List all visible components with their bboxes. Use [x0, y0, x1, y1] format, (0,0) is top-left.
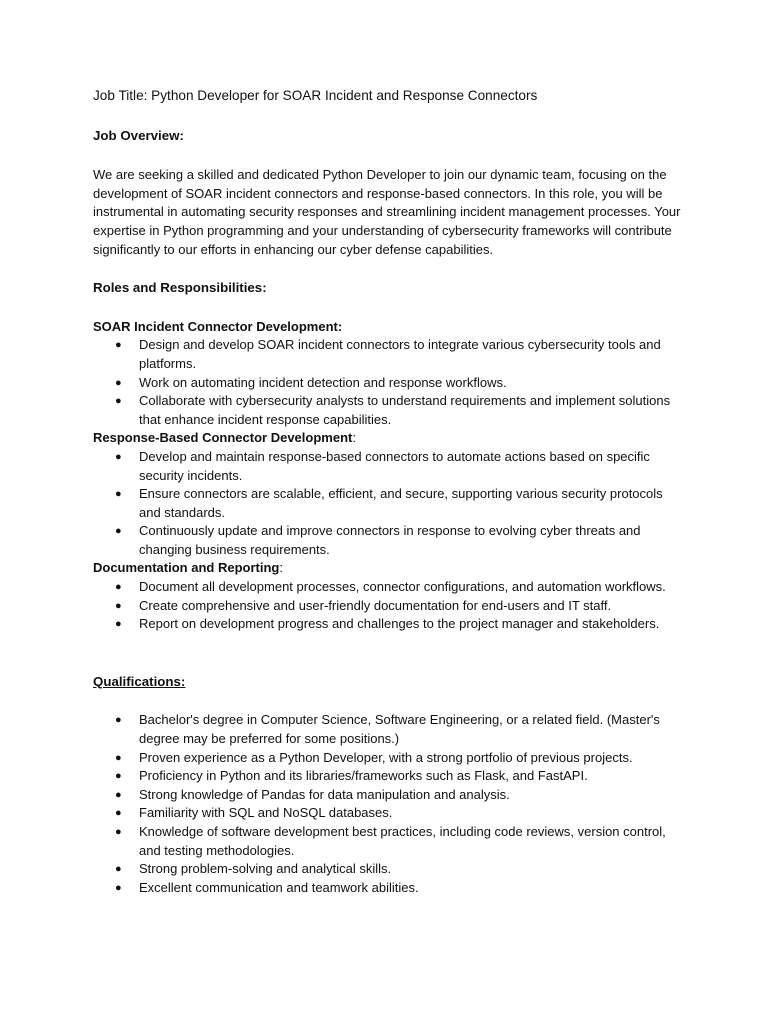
list-item: ● Design and develop SOAR incident connectors to integrate various cybersecurity tools and platforms. — [115, 337, 661, 371]
list-item: ● Work on automating incident detection and response workflows. — [93, 374, 683, 393]
list-item: ● Bachelor's degree in Computer Science, Software Engineering, or a related field. (Master's degree may be preferred for some positions.) — [115, 712, 660, 747]
bullet-icon: ● — [115, 881, 122, 894]
qualifications-list — [93, 711, 683, 897]
list-item: ● Collaborate with cybersecurity analysts to understand requirements and implement solutions that enhance incident response capabilities. — [115, 393, 671, 427]
bullet-icon: ● — [115, 376, 122, 389]
list-item: ● Strong knowledge of Pandas for data manipulation and analysis. — [93, 786, 683, 805]
list-item: ● Report on development progress and challenges to the project manager and stakeholders. — [93, 615, 683, 634]
bullet-icon: ● — [115, 488, 122, 501]
list-item: ● Create comprehensive and user-friendly documentation for end-users and IT staff. — [93, 597, 683, 616]
bullet-icon: ● — [115, 581, 122, 594]
list-item: ● Familiarity with SQL and NoSQL databases. — [93, 804, 683, 823]
documentation-list — [93, 578, 683, 634]
bullet-icon: ● — [115, 599, 122, 612]
job-overview-text: We are seeking a skilled and dedicated Python Developer to join our dynamic team, focusing on the development of SOAR incident connectors and response-based connectors. In this role, you will be instrumental in automating security responses and streamlining incident management processes. Your expertise in Python programming and your understanding of cybersecurity frameworks will contribute significantly to our efforts in enhancing our cyber defense capabilities. — [93, 167, 681, 257]
list-item: ● Develop and maintain response-based connectors to automate actions based on specific security incidents. — [115, 448, 650, 483]
bullet-icon: ● — [115, 395, 122, 408]
list-item: ● Knowledge of software development best practices, including code reviews, version control, and testing methodologies. — [115, 824, 666, 858]
list-item: ● Strong problem-solving and analytical skills. — [93, 860, 683, 879]
list-item: ● Proven experience as a Python Developer, with a strong portfolio of previous projects. — [93, 749, 683, 768]
bullet-icon: ● — [115, 807, 122, 820]
bullet-icon: ● — [115, 618, 122, 631]
soar-incident-subheading: SOAR Incident Connector Development: — [93, 318, 343, 334]
list-item: ● Ensure connectors are scalable, efficient, and secure, supporting various security protocols and standards. — [115, 486, 663, 520]
qualifications-heading: Qualifications: — [93, 673, 186, 689]
list-item: ● Excellent communication and teamwork abilities. — [93, 879, 683, 898]
document-page — [93, 87, 683, 897]
bullet-icon: ● — [115, 714, 122, 727]
roles-heading: Roles and Responsibilities: — [93, 280, 267, 296]
bullet-icon: ● — [115, 751, 122, 764]
bullet-icon: ● — [115, 450, 122, 463]
bullet-icon: ● — [115, 826, 122, 838]
list-item: ● Continuously update and improve connectors in response to evolving cyber threats and changing business requirements. — [115, 523, 641, 557]
bullet-icon: ● — [115, 525, 122, 538]
bullet-icon: ● — [115, 770, 122, 783]
job-overview-heading: Job Overview: — [93, 127, 184, 143]
response-based-list — [93, 448, 683, 560]
list-item: ● Proficiency in Python and its libraries/frameworks such as Flask, and FastAPI. — [93, 767, 683, 786]
bullet-icon: ● — [115, 339, 122, 352]
job-title: Job Title: Python Developer for SOAR Incident and Response Connectors — [93, 88, 538, 103]
documentation-subheading: Documentation and Reporting: — [93, 560, 283, 576]
bullet-icon: ● — [115, 863, 122, 876]
soar-incident-list — [93, 336, 683, 429]
response-based-subheading: Response-Based Connector Development: — [93, 430, 356, 446]
bullet-icon: ● — [115, 788, 122, 801]
list-item: ● Document all development processes, connector configurations, and automation workflows. — [93, 578, 683, 597]
